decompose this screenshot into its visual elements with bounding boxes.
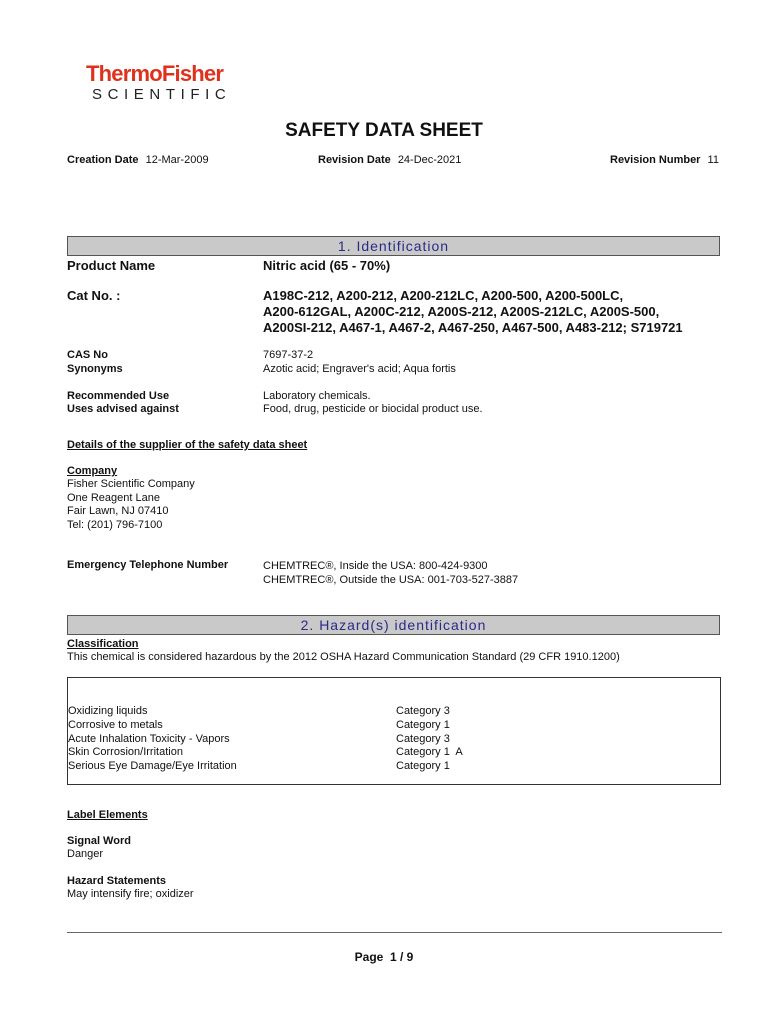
page-number: Page 1 / 9 <box>354 950 414 964</box>
section-1-heading: 1. Identification <box>67 236 720 256</box>
hazard-category: Category 1 A <box>396 746 463 758</box>
label-elements-label: Label Elements <box>67 809 148 821</box>
hazard-name: Corrosive to metals <box>68 719 163 731</box>
revision-date-value: 24-Dec-2021 <box>397 154 462 166</box>
table-row <box>68 733 720 747</box>
recommended-use-label: Recommended Use <box>67 390 170 402</box>
table-row <box>68 760 720 774</box>
company-label: Company <box>67 465 118 477</box>
cas-value: 7697-37-2 <box>263 349 314 361</box>
footer-divider <box>67 932 722 933</box>
hazard-name: Oxidizing liquids <box>68 705 148 717</box>
company-line: Tel: (201) 796-7100 <box>67 518 163 531</box>
product-name-value: Nitric acid (65 - 70%) <box>263 258 391 273</box>
synonyms-value: Azotic acid; Engraver's acid; Aqua fortis <box>263 363 456 375</box>
cat-no-list <box>263 288 733 336</box>
revision-number <box>610 154 719 166</box>
hazard-classification-table <box>67 677 721 785</box>
table-row <box>68 705 720 719</box>
cat-no-line: A200SI-212, A467-1, A467-2, A467-250, A467-500, A483-212; S719721 <box>263 320 683 335</box>
signal-word-label: Signal Word <box>67 835 131 847</box>
product-name-label: Product Name <box>67 258 156 273</box>
cat-no-label: Cat No. : <box>67 288 121 303</box>
revision-date <box>318 154 461 166</box>
classification-text: This chemical is considered hazardous by the 2012 OSHA Hazard Communication Standard (29 CFR 1910.1200) <box>67 651 620 663</box>
emergency-line: CHEMTREC®, Outside the USA: 001-703-527-3887 <box>263 574 519 586</box>
cas-label: CAS No <box>67 349 108 361</box>
hazard-name: Serious Eye Damage/Eye Irritation <box>68 760 237 772</box>
section-2-heading: 2. Hazard(s) identification <box>67 615 720 635</box>
classification-label: Classification <box>67 638 139 650</box>
hazard-category: Category 1 <box>396 719 450 731</box>
creation-date <box>67 154 209 166</box>
company-line: Fair Lawn, NJ 07410 <box>67 505 169 517</box>
logo-wordmark: ThermoFisher <box>86 61 224 86</box>
hazard-name: Skin Corrosion/Irritation <box>68 746 183 758</box>
supplier-heading: Details of the supplier of the safety data sheet <box>67 439 308 451</box>
hazard-category: Category 1 <box>396 760 450 772</box>
hazard-name: Acute Inhalation Toxicity - Vapors <box>68 733 230 745</box>
uses-advised-against-label: Uses advised against <box>67 403 179 415</box>
synonyms-label: Synonyms <box>67 363 123 375</box>
company-line: One Reagent Lane <box>67 491 160 504</box>
uses-advised-against-value: Food, drug, pesticide or biocidal product use. <box>263 403 483 415</box>
revision-number-label: Revision Number <box>610 154 701 166</box>
logo-subtitle: SCIENTIFIC <box>92 86 232 103</box>
company-line: Fisher Scientific Company <box>67 478 195 490</box>
hazard-statements-label: Hazard Statements <box>67 875 167 887</box>
revision-date-label: Revision Date <box>318 154 391 166</box>
recommended-use-value: Laboratory chemicals. <box>263 390 371 402</box>
table-row <box>68 746 720 760</box>
emergency-numbers <box>263 559 518 587</box>
emergency-line: CHEMTREC®, Inside the USA: 800-424-9300 <box>263 560 488 572</box>
revision-number-value: 11 <box>707 154 719 166</box>
table-row <box>68 719 720 733</box>
company-address <box>67 478 195 532</box>
hazard-category: Category 3 <box>396 733 450 745</box>
hazard-statements-value: May intensify fire; oxidizer <box>67 888 194 900</box>
page-title: SAFETY DATA SHEET <box>285 120 483 141</box>
creation-date-label: Creation Date <box>67 154 139 166</box>
creation-date-value: 12-Mar-2009 <box>145 154 209 166</box>
cat-no-line: A200-612GAL, A200C-212, A200S-212, A200S-212LC, A200S-500, <box>263 304 660 319</box>
cat-no-line: A198C-212, A200-212, A200-212LC, A200-500, A200-500LC, <box>263 288 624 303</box>
emergency-label: Emergency Telephone Number <box>67 559 229 571</box>
signal-word-value: Danger <box>67 848 104 860</box>
hazard-category: Category 3 <box>396 705 450 717</box>
